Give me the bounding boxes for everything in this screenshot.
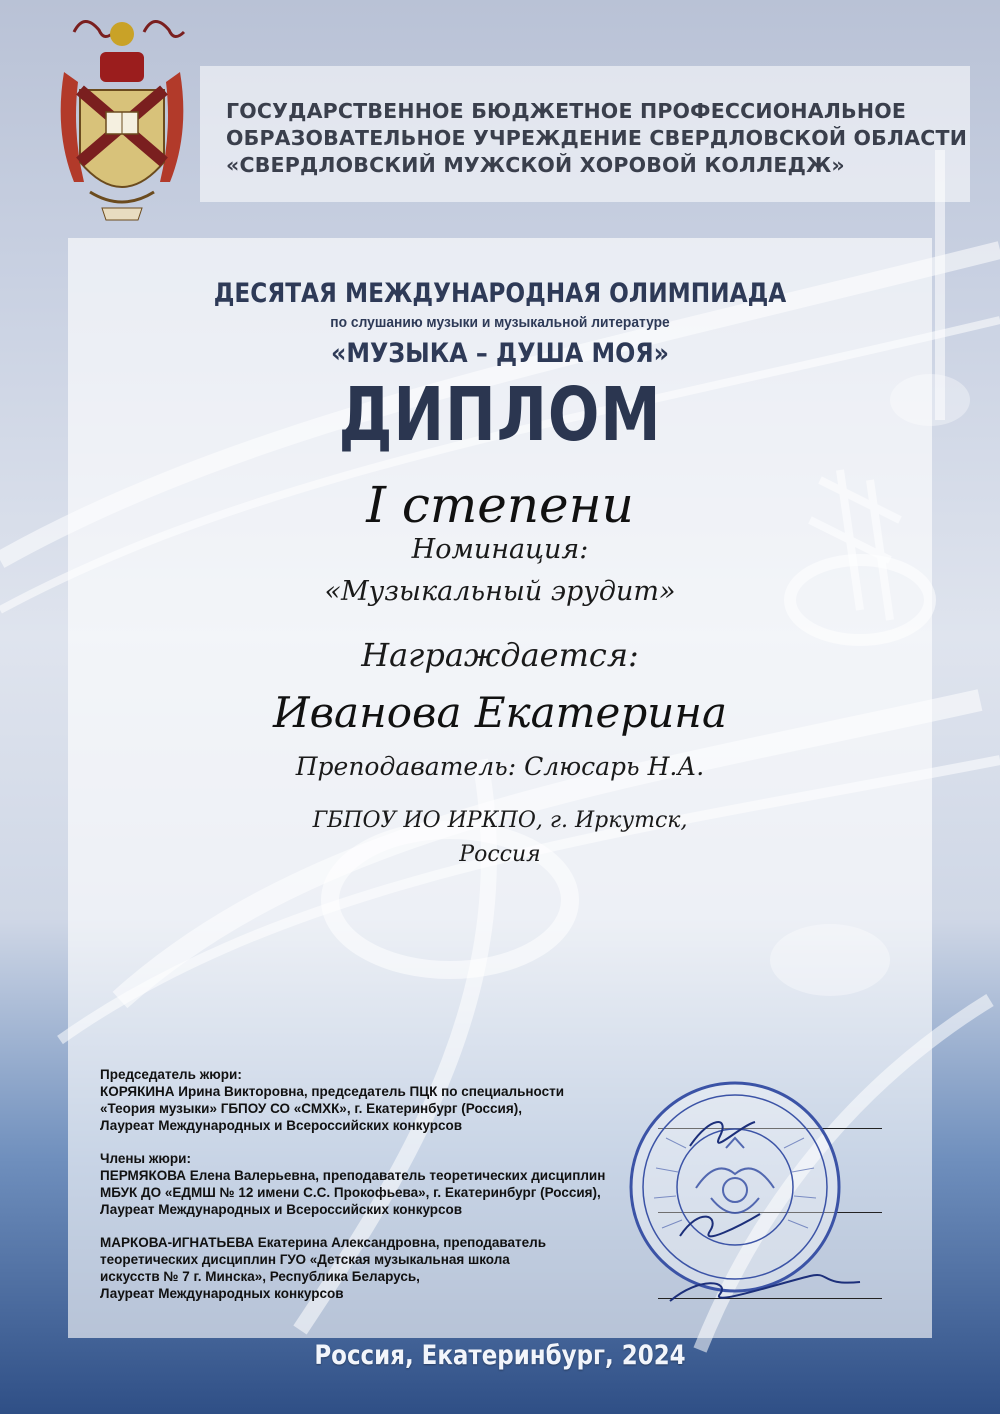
jury-chair-block	[100, 1066, 660, 1134]
jury-text-line: Лауреат Международных и Всероссийских конкурсов	[100, 1118, 463, 1133]
teacher: Преподаватель: Слюсарь Н.А.	[295, 752, 705, 781]
jury-text-line: Лауреат Международных и Всероссийских конкурсов	[100, 1202, 463, 1217]
olympiad-name: «МУЗЫКА – ДУША МОЯ»	[330, 338, 670, 369]
organization-name	[226, 98, 968, 179]
jury-text-line: Лауреат Международных конкурсов	[100, 1286, 344, 1301]
jury-member1-block	[100, 1150, 660, 1218]
jury-text-line: «Теория музыки» ГБПОУ СО «СМХК», г. Екатеринбург (Россия),	[100, 1101, 522, 1116]
jury-text-line: теоретических дисциплин ГУО «Детская музыкальная школа	[100, 1252, 510, 1267]
coat-of-arms-icon	[44, 12, 200, 232]
olympiad-subtitle: по слушанию музыки и музыкальной литературе	[330, 314, 670, 331]
jury-text-line: МАРКОВА-ИГНАТЬЕВА Екатерина Александровна, преподаватель	[100, 1235, 547, 1250]
jury-text-line: ПЕРМЯКОВА Елена Валерьевна, преподаватель теоретических дисциплин	[100, 1168, 606, 1183]
awarded-label: Награждается:	[361, 636, 639, 674]
footer-place-year: Россия, Екатеринбург, 2024	[314, 1340, 686, 1371]
diploma-heading: ДИПЛОМ	[338, 372, 662, 458]
nomination-label: Номинация:	[411, 534, 589, 565]
nomination-value: «Музыкальный эрудит»	[324, 576, 676, 607]
olympiad-title: ДЕСЯТАЯ МЕЖДУНАРОДНАЯ ОЛИМПИАДА	[213, 278, 787, 309]
jury-text-line: МБУК ДО «ЕДМШ № 12 имени С.С. Прокофьева», г. Екатеринбург (Россия),	[100, 1185, 601, 1200]
jury-chair-label: Председатель жюри:	[100, 1067, 242, 1082]
organization-line: ГОСУДАРСТВЕННОЕ БЮДЖЕТНОЕ ПРОФЕССИОНАЛЬНОЕ	[226, 99, 907, 123]
organization-line: ОБРАЗОВАТЕЛЬНОЕ УЧРЕЖДЕНИЕ СВЕРДЛОВСКОЙ ОБЛАСТИ	[226, 126, 968, 150]
country: Россия	[459, 842, 541, 867]
institution: ГБПОУ ИО ИРКПО, г. Иркутск,	[312, 808, 688, 833]
jury-text-line: КОРЯКИНА Ирина Викторовна, председатель ПЦК по специальности	[100, 1084, 565, 1099]
jury-members-label: Члены жюри:	[100, 1151, 191, 1166]
jury-member2-block	[100, 1234, 660, 1302]
winner-name: Иванова Екатерина	[272, 688, 727, 737]
degree: I степени	[366, 476, 634, 534]
organization-line: «СВЕРДЛОВСКИЙ МУЖСКОЙ ХОРОВОЙ КОЛЛЕДЖ»	[226, 153, 845, 177]
jury-text-line: искусств № 7 г. Минска», Республика Беларусь,	[100, 1269, 420, 1284]
handwritten-signature	[660, 1086, 890, 1316]
